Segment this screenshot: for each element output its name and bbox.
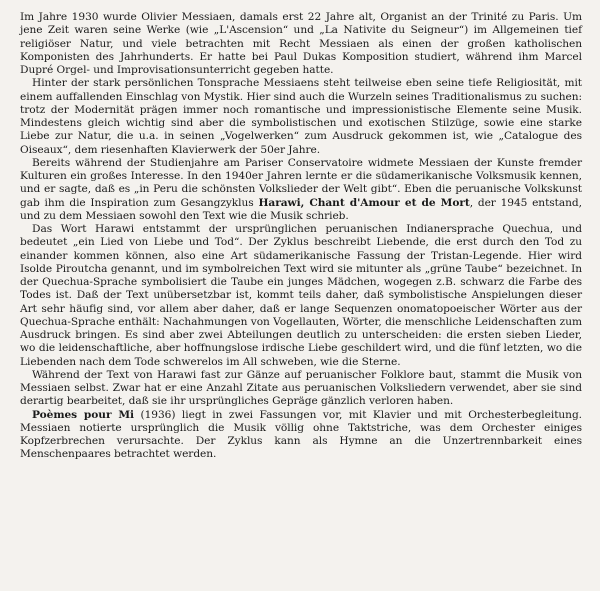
paragraph-1 [20,11,582,77]
paragraph-4-text: Das Wort Harawi entstammt der ursprünglichen peruanischen Indianersprache Quechua, und bedeutet „ein Lied von Liebe und Tod“. Der Zyklus beschreibt Liebende, die erst durch den Tod zu einander kommen können, also eine Art südamerikanische Fassung der Tristan-Legende. Hier wird Isolde Piroutcha genannt, und im symbolreichen Text wird sie mitunter als „grüne Taube“ bezeichnet. In der Quechua-Sprache symbolisiert die Taube ein junges Mädchen, wogegen z.B. schwarz die Farbe des Todes ist. Daß der Text unübersetzbar ist, kommt teils daher, daß symbolistische Anspielungen dieser Art sehr häufig sind, vor allem aber daher, daß er lange Sequenzen onomatopoeischer Wörter aus der Quechua-Sprache enthält: Nachahmungen von Vogellauten, Wörter, die menschliche Leidenschaften zum Ausdruck bringen. Es sind aber zwei Abteilungen deutlich zu unterscheiden: die ersten sieben Lieder, wo die leidenschaftliche, aber hoffnungslose irdische Liebe geschildert wird, und die fünf letzten, wo die Liebenden nach dem Tode schwerelos im All schweben, wie die Sterne. [20,223,582,368]
paragraph-3 [20,157,582,223]
paragraph-3-text-a: Bereits während der Studienjahre am Pariser Conservatoire widmete Messiaen der Kunste fremder Kulturen ein großes Interesse. In den 1940er Jahren lernte er die südamerikanische Volksmusik kennen, und er sagte, daß es „in Peru die schönsten Volkslieder der Welt gibt“. Eben die peruanische Volkskunst gab ihm die Inspiration zum Gesangzyklus [20,156,582,209]
work-title-poemes-pour-mi: Poèmes pour Mi [32,408,134,421]
article-body [20,11,582,462]
paragraph-1-text: Im Jahre 1930 wurde Olivier Messiaen, damals erst 22 Jahre alt, Organist an der Trinité zu Paris. Um jene Zeit waren seine Werke (wie „L'Ascension“ und „La Nativite du Seigneur“) im Allgemeinen tief religiöser Natur, und viele betrachten mit Recht Messiaen als einen der großen katholischen Komponisten des Jahrhunderts. Er hatte bei Paul Dukas Komposition studiert, während ihm Marcel Dupré Orgel- und Improvisationsunterricht gegeben hatte. [20,11,582,76]
paragraph-6 [20,409,582,462]
paragraph-6-text: (1936) liegt in zwei Fassungen vor, mit Klavier und mit Orchesterbegleitung. Messiaen notierte ursprünglich die Musik völlig ohne Taktstriche, was dem Orchester einiges Kopfzerbrechen verursachte. Der Zyklus kann als Hymne an die Unzertrennbarkeit eines Menschenpaares betrachtet werden. [20,408,582,461]
paragraph-2-text: Hinter der stark persönlichen Tonsprache Messiaens steht teilweise eben seine tiefe Religiosität, mit einem auffallenden Einschlag von Mystik. Hier sind auch die Wurzeln seines Traditionalismus zu suchen: trotz der Modernität prägen immer noch romantische und impressionistische Elemente seine Musik. Mindestens gleich wichtig sind aber die symbolistischen und exotischen Stilzüge, sowie eine starke Liebe zur Natur, die u.a. in seinen „Vogelwerken“ zum Ausdruck gekommen ist, wie „Catalogue des Oiseaux“, dem riesenhaften Klavierwerk der 50er Jahre. [20,77,582,156]
paragraph-5 [20,369,582,409]
paragraph-2 [20,77,582,157]
work-title-harawi: Harawi, Chant d'Amour et de Mort [258,196,470,209]
paragraph-4 [20,223,582,369]
paragraph-5-text: Während der Text von Harawi fast zur Gänze auf peruanischer Folklore baut, stammt die Musik von Messiaen selbst. Zwar hat er eine Anzahl Zitate aus peruanischen Volksliedern verwendet, aber sie sind derartig bearbeitet, daß sie ihr ursprüngliches Gepräge gänzlich verloren haben. [20,368,582,408]
paragraph-3-text-b: , der 1945 entstand, und zu dem Messiaen sowohl den Text wie die Musik schrieb. [20,196,582,222]
